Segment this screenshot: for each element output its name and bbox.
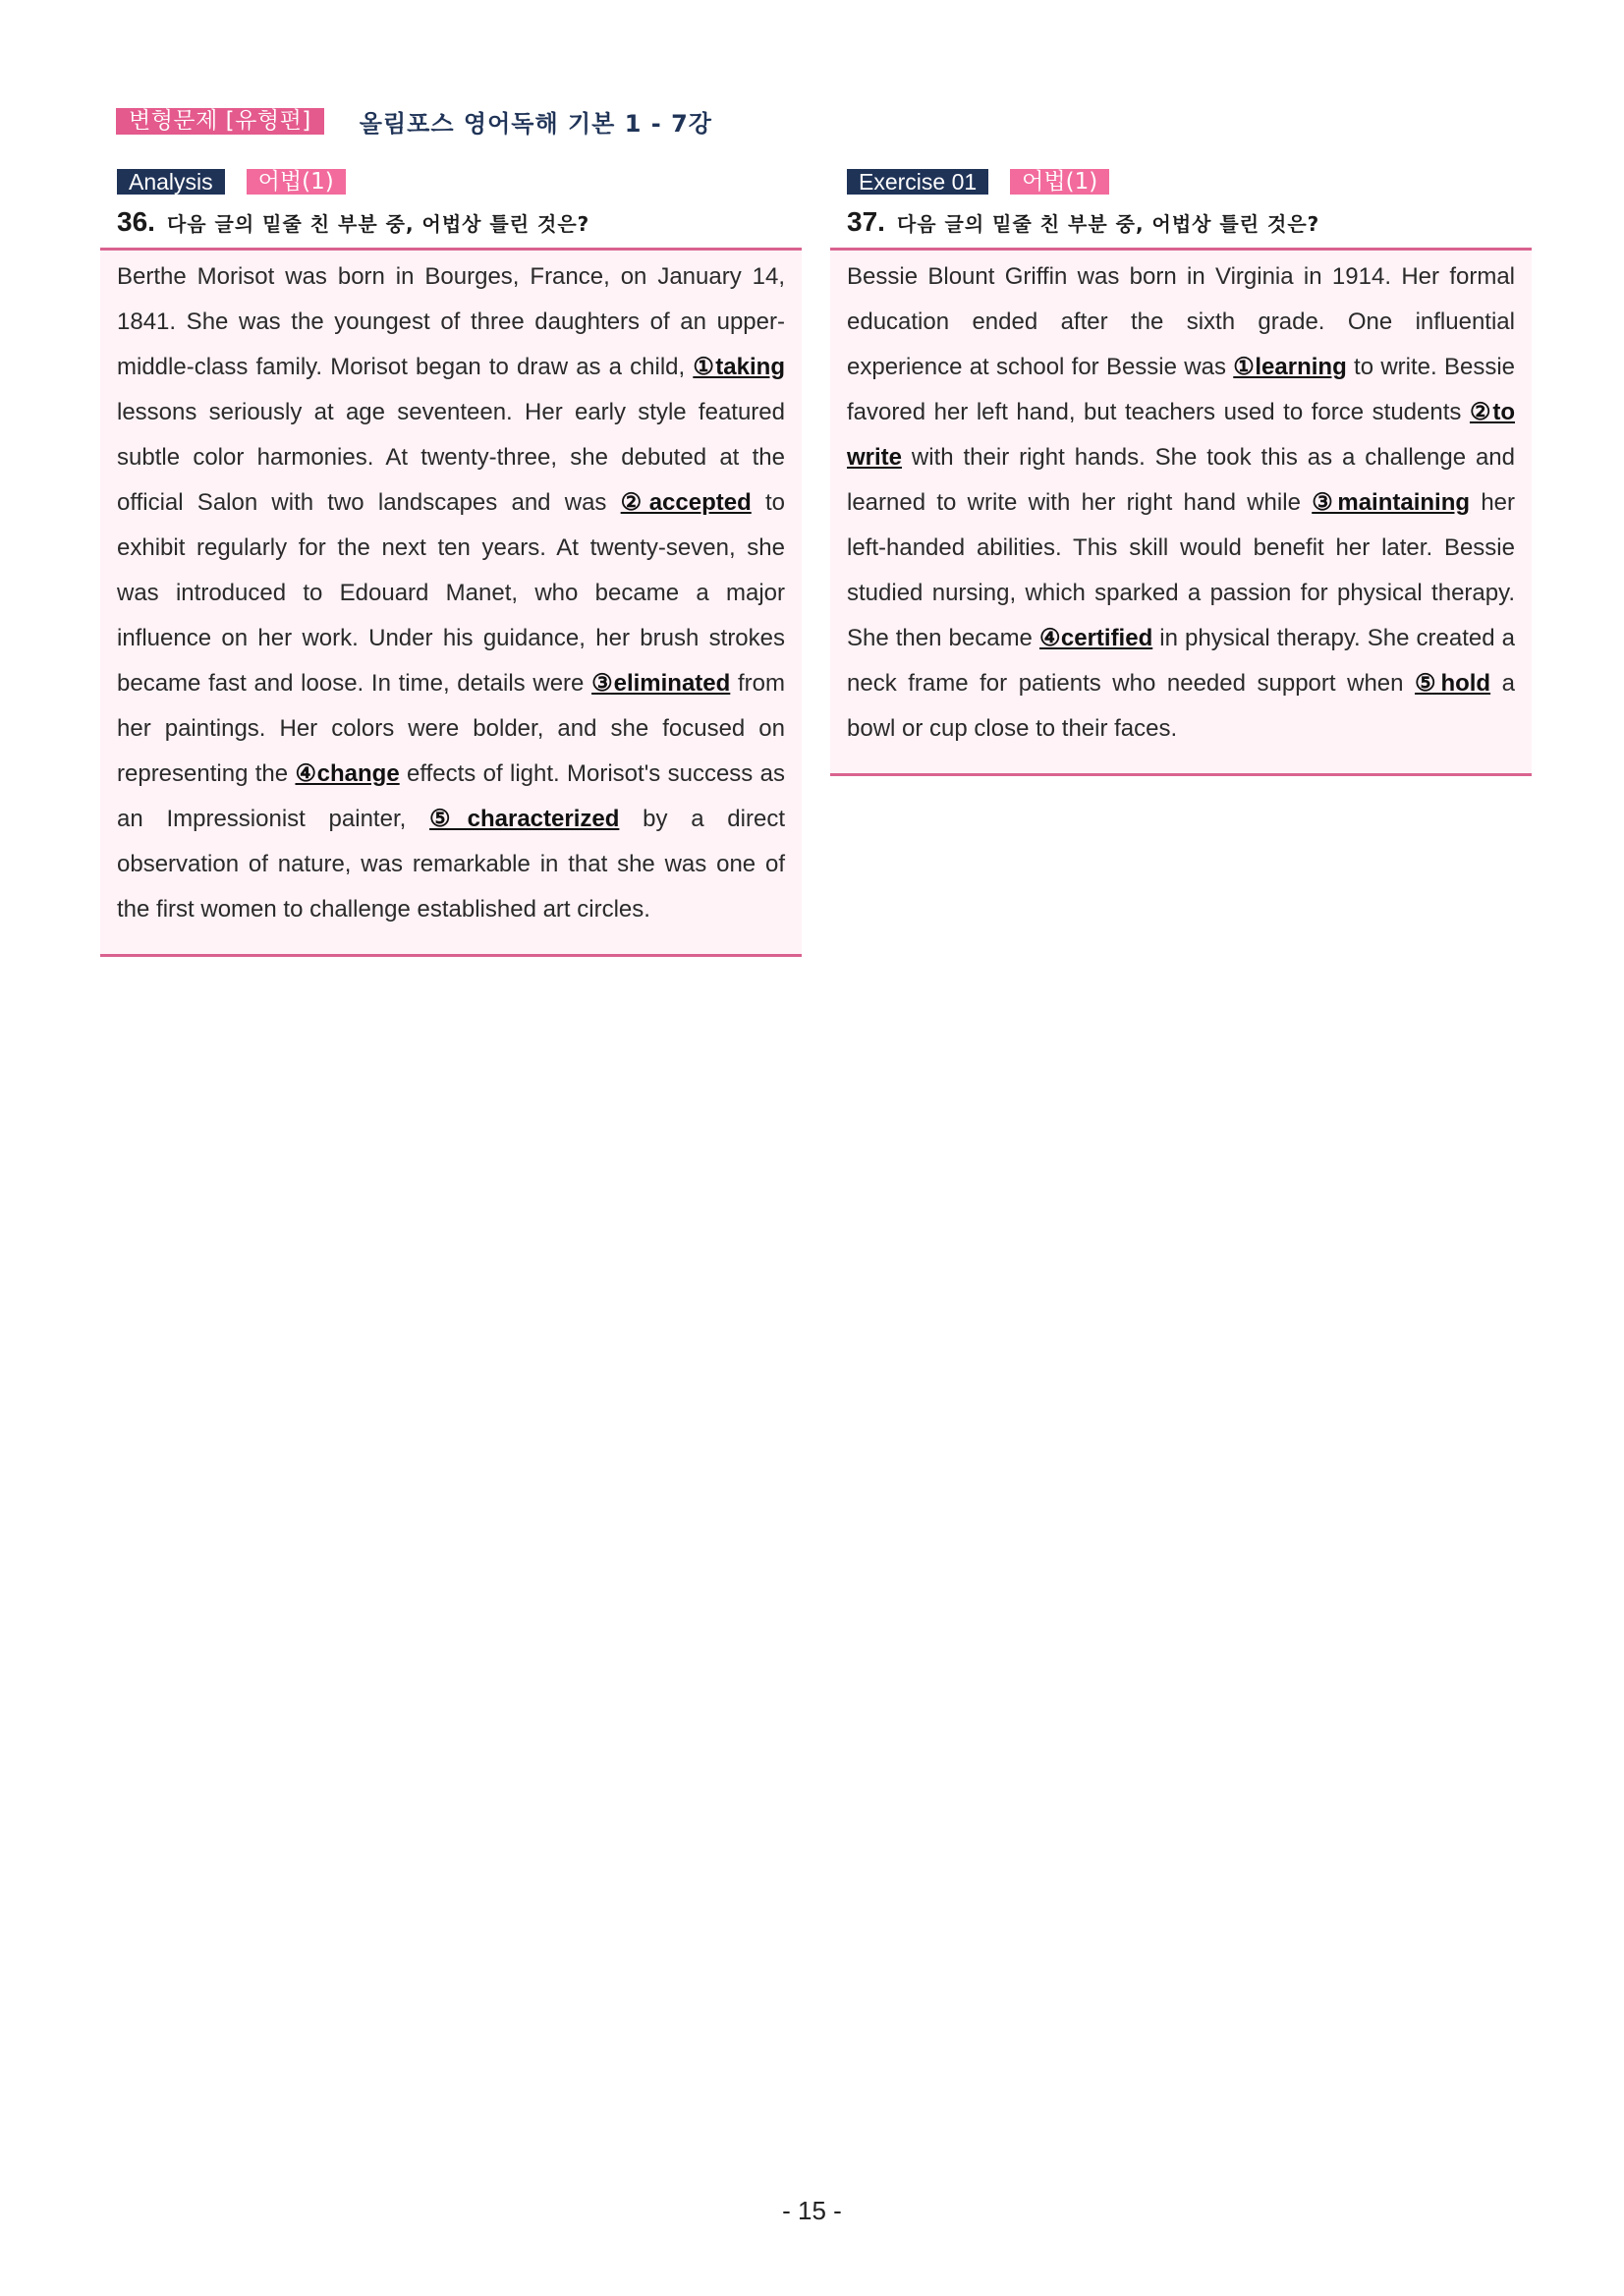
passage-segment: a bowl or cup close to their faces.	[847, 670, 1515, 742]
exercise-label: Exercise 01	[847, 169, 988, 195]
underlined-option: ①learning	[1233, 354, 1347, 380]
passage-segment: Berthe Morisot was born in Bourges, France, on January 14, 1841. She was the youngest of three daughters of an upper-middle-class family. Morisot began to draw as a child,	[117, 263, 785, 380]
underlined-option: ②accepted	[620, 489, 752, 516]
category-label: 어법(1)	[1010, 169, 1109, 195]
underlined-option: ⑤hold	[1415, 670, 1491, 697]
question-text: 다음 글의 밑줄 친 부분 중, 어법상 틀린 것은?	[896, 212, 1320, 236]
passage-box	[830, 248, 1532, 776]
left-column	[100, 169, 802, 957]
question-36	[100, 206, 802, 242]
passage-segment: lessons seriously at age seventeen. Her early style featured subtle color harmonies. At twenty-three, she debuted at the official Salon with two landscapes and was	[117, 399, 785, 516]
passage-text	[117, 254, 785, 932]
section-tag: 변형문제 [유형편]	[116, 108, 324, 135]
question-text: 다음 글의 밑줄 친 부분 중, 어법상 틀린 것은?	[166, 212, 590, 236]
analysis-label: Analysis	[117, 169, 225, 195]
passage-segment: to exhibit regularly for the next ten years. At twenty-seven, she was introduced to Edouard Manet, who became a major influence on her work. Under his guidance, her brush strokes became fast and loose. In time, details were	[117, 489, 785, 697]
underlined-option: ②to write	[847, 399, 1516, 471]
underlined-option: ④certified	[1038, 625, 1153, 651]
passage-segment: with their right hands. She took this as a challenge and learned to write with her right hand while	[847, 444, 1515, 516]
passage-segment: by a direct observation of nature, was remarkable in that she was one of the first women to challenge established art circles.	[117, 806, 785, 923]
passage-segment: in physical therapy. She created a neck frame for patients who needed support when	[847, 625, 1515, 697]
page-title: 올림포스 영어독해 기본 1 - 7강	[359, 109, 712, 138]
underlined-option: ④change	[295, 760, 400, 787]
question-37	[830, 206, 1532, 242]
page-number: - 15 -	[782, 2196, 842, 2225]
passage-text	[847, 254, 1515, 752]
right-labels	[830, 169, 1532, 195]
passage-box	[100, 248, 802, 957]
passage-segment: from her paintings. Her colors were bolder, and she focused on representing the	[117, 670, 785, 787]
underlined-option: ①taking	[693, 354, 785, 380]
underlined-option: ③eliminated	[591, 670, 731, 697]
left-labels	[100, 169, 802, 195]
category-label: 어법(1)	[247, 169, 346, 195]
page-header	[116, 106, 712, 136]
underlined-option: ③maintaining	[1312, 489, 1471, 516]
right-column	[830, 169, 1532, 776]
question-number: 37.	[847, 206, 885, 237]
passage-segment: effects of light. Morisot's success as an Impressionist painter,	[117, 760, 785, 832]
question-number: 36.	[117, 206, 155, 237]
passage-segment: Bessie Blount Griffin was born in Virginia in 1914. Her formal education ended after the sixth grade. One influential experience at school for Bessie was	[847, 263, 1515, 380]
passage-segment: to write. Bessie favored her left hand, but teachers used to force students	[847, 354, 1516, 425]
passage-segment: her left-handed abilities. This skill would benefit her later. Bessie studied nursing, which sparked a passion for physical therapy. She then became	[847, 489, 1516, 651]
underlined-option: ⑤characterized	[429, 806, 620, 832]
